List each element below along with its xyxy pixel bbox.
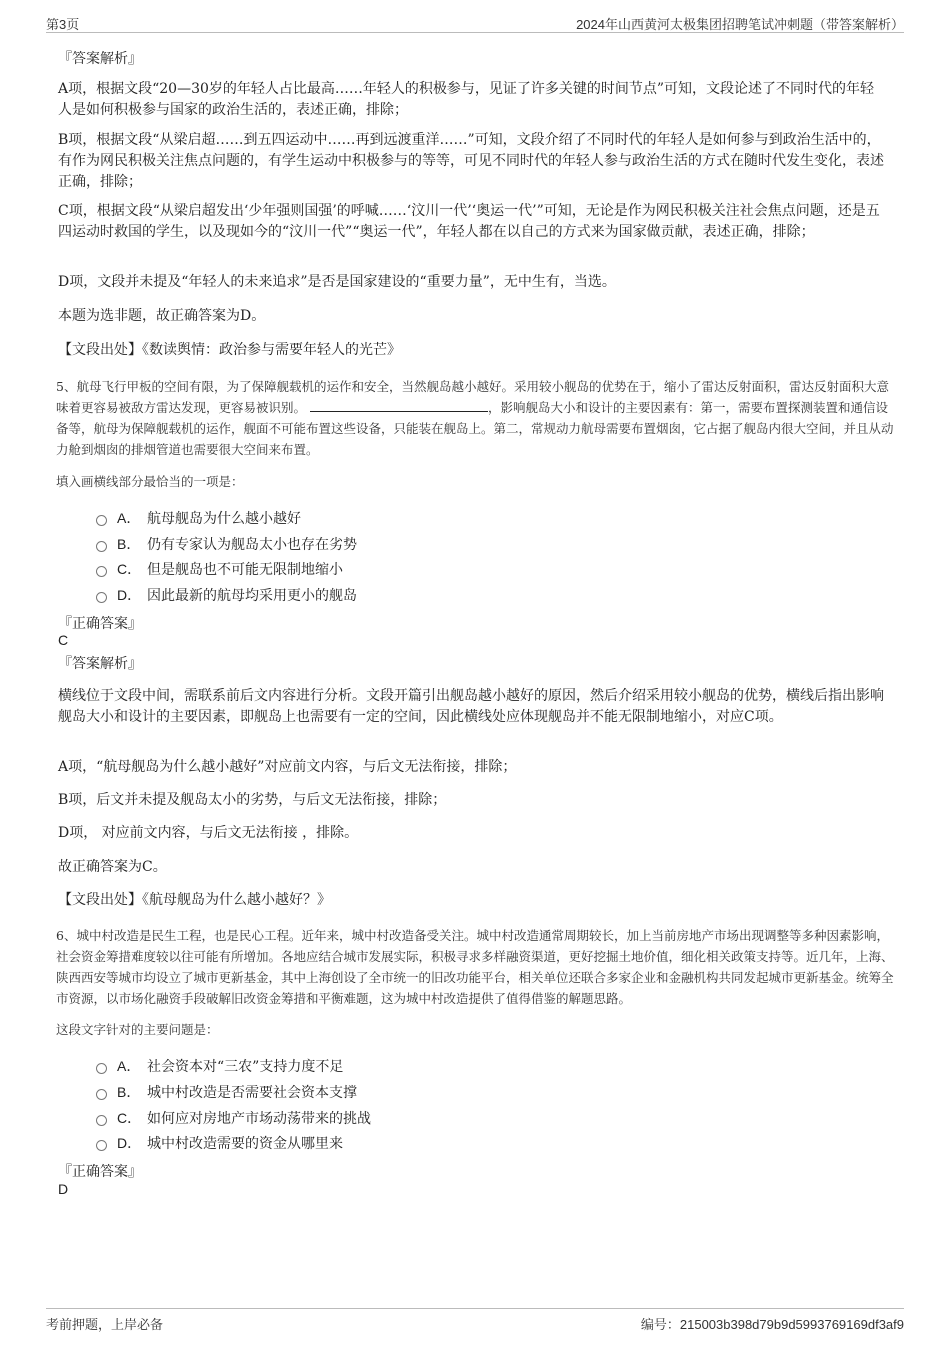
question-6-option-c[interactable]: C． 如何应对房地产市场动荡带来的挑战 — [96, 1108, 371, 1128]
radio-icon[interactable] — [96, 1140, 107, 1151]
question-5-conclusion: 故正确答案为C。 — [58, 859, 167, 875]
analysis-option-d: D项，文段并未提及“年轻人的未来追求”是否是国家建设的“重要力量”，无中生有，当选。 — [58, 274, 616, 290]
question-5-stem — [56, 376, 896, 460]
question-5-option-a[interactable]: A． 航母舰岛为什么越小越好 — [96, 508, 301, 528]
analysis-label: 『答案解析』 — [58, 656, 142, 672]
correct-answer-value: C — [58, 632, 69, 648]
analysis-option-b: B项，根据文段“从梁启超……到五四运动中……再到远渡重洋……”可知，文段介绍了不同时代的年轻人是如何参与到政治生活中的，有作为网民积极关注焦点问题的，有学生运动中积极参与的等等，可见不同时代的年轻人参与政治生活的方式在随时代发生变化，表述正确，排除； — [58, 132, 884, 190]
page-footer — [46, 1308, 904, 1331]
correct-answer-value: D — [58, 1181, 69, 1197]
analysis-conclusion: 本题为选非题，故正确答案为D。 — [58, 308, 266, 324]
analysis-option-a: A项，根据文段“20—30岁的年轻人占比最高……年轻人的积极参与，见证了许多关键的时间节点”可知，文段论述了不同时代的年轻人是如何积极参与国家的政治生活的，表述正确，排除； — [58, 81, 875, 118]
correct-answer-label: 『正确答案』 — [58, 1164, 142, 1180]
radio-icon[interactable] — [96, 515, 107, 526]
question-5-option-d[interactable]: D． 因此最新的航母均采用更小的舰岛 — [96, 585, 357, 605]
question-6-option-b[interactable]: B． 城中村改造是否需要社会资本支撑 — [96, 1082, 357, 1102]
source-citation: 【文段出处】《航母舰岛为什么越小越好？》 — [58, 892, 331, 908]
question-5-text-before: 5、航母飞行甲板的空间有限，为了保障舰载机的运作和安全，当然舰岛越小越好。采用较小舰岛的优势在于，缩小了雷达反射面积，雷达反射面积大意味着更容易被敌方雷达发现，更容易被识别。 — [56, 379, 889, 415]
radio-icon[interactable] — [96, 1089, 107, 1100]
document-code: 编号：215003b398d79b9d5993769169df3af9 — [640, 1317, 904, 1332]
question-6-stem: 6、城中村改造是民生工程，也是民心工程。近年来，城中村改造备受关注。城中村改造通常周期较长，加上当前房地产市场出现调整等多种因素影响，社会资金筹措难度较以往可能有所增加。各地应结合城市发展实际，积极寻求多样融资渠道，更好挖掘土地价值，细化相关政策支持等。近几年，上海、陕西西安等城市均设立了城市更新基金，其中上海创设了全市统一的旧改功能平台，相关单位还联合多家企业和金融机构共同发起城市更新基金。统筹全市资源，以市场化融资手段破解旧改资金筹措和平衡难题，这为城中村改造提供了值得借鉴的解题思路。 — [56, 928, 894, 1006]
question-5-option-c[interactable]: C． 但是舰岛也不可能无限制地缩小 — [96, 559, 343, 579]
source-citation: 【文段出处】《数读舆情：政治参与需要年轻人的光芒》 — [58, 342, 401, 358]
radio-icon[interactable] — [96, 1063, 107, 1074]
question-5-analysis: 横线位于文段中间，需联系前后文内容进行分析。文段开篇引出舰岛越小越好的原因，然后介绍采用较小舰岛的优势，横线后指出影响舰岛大小和设计的主要因素，即舰岛上也需要有一定的空间，因此横线处应体现舰岛并不能无限制地缩小，对应C项。 — [58, 688, 884, 725]
question-5-option-b[interactable]: B． 仍有专家认为舰岛太小也存在劣势 — [96, 534, 357, 554]
question-5-note-d: D项， 对应前文内容，与后文无法衔接 ，排除。 — [58, 825, 359, 841]
footer-slogan: 考前押题，上岸必备 — [46, 1317, 164, 1332]
radio-icon[interactable] — [96, 592, 107, 603]
page-header — [46, 10, 904, 33]
analysis-option-c: C项，根据文段“从梁启超发出‘少年强则国强’的呼喊……‘汶川一代’‘奥运一代’”可知，无论是作为网民积极关注社会焦点问题，还是五四运动时救国的学生，以及现如今的“汶川一代”“奥运一代”，年轻人都在以自己的方式来为国家做贡献，表述正确，排除； — [58, 203, 880, 240]
question-5-prompt: 填入画横线部分最恰当的一项是： — [56, 474, 244, 489]
question-5-note-b: B项，后文并未提及舰岛太小的劣势，与后文无法衔接，排除； — [58, 792, 447, 808]
question-6-prompt: 这段文字针对的主要问题是： — [56, 1022, 219, 1037]
radio-icon[interactable] — [96, 566, 107, 577]
question-5-note-a: A项，“航母舰岛为什么越小越好”对应前文内容，与后文无法衔接，排除； — [58, 759, 517, 775]
correct-answer-label: 『正确答案』 — [58, 616, 142, 632]
question-5-text-after: ，影响舰岛大小和设计的主要因素有：第一，需要布置探测装置和通信设备等，航母为保障舰载机的运作，舰面不可能布置这些设备，只能装在舰岛上。第二，常规动力航母需要布置烟囱，它占据了舰岛内很大空间，并且从动力舱到烟囱的排烟管道也需要很大空间来布置。 — [56, 400, 894, 457]
radio-icon[interactable] — [96, 1115, 107, 1126]
question-6-option-d[interactable]: D． 城中村改造需要的资金从哪里来 — [96, 1133, 343, 1153]
analysis-label: 『答案解析』 — [58, 51, 142, 67]
fill-blank-line — [310, 400, 488, 412]
radio-icon[interactable] — [96, 541, 107, 552]
question-6-option-a[interactable]: A． 社会资本对“三农”支持力度不足 — [96, 1056, 343, 1076]
page-number: 第3页 — [46, 17, 80, 32]
document-title: 2024年山西黄河太极集团招聘笔试冲刺题（带答案解析） — [576, 17, 904, 32]
